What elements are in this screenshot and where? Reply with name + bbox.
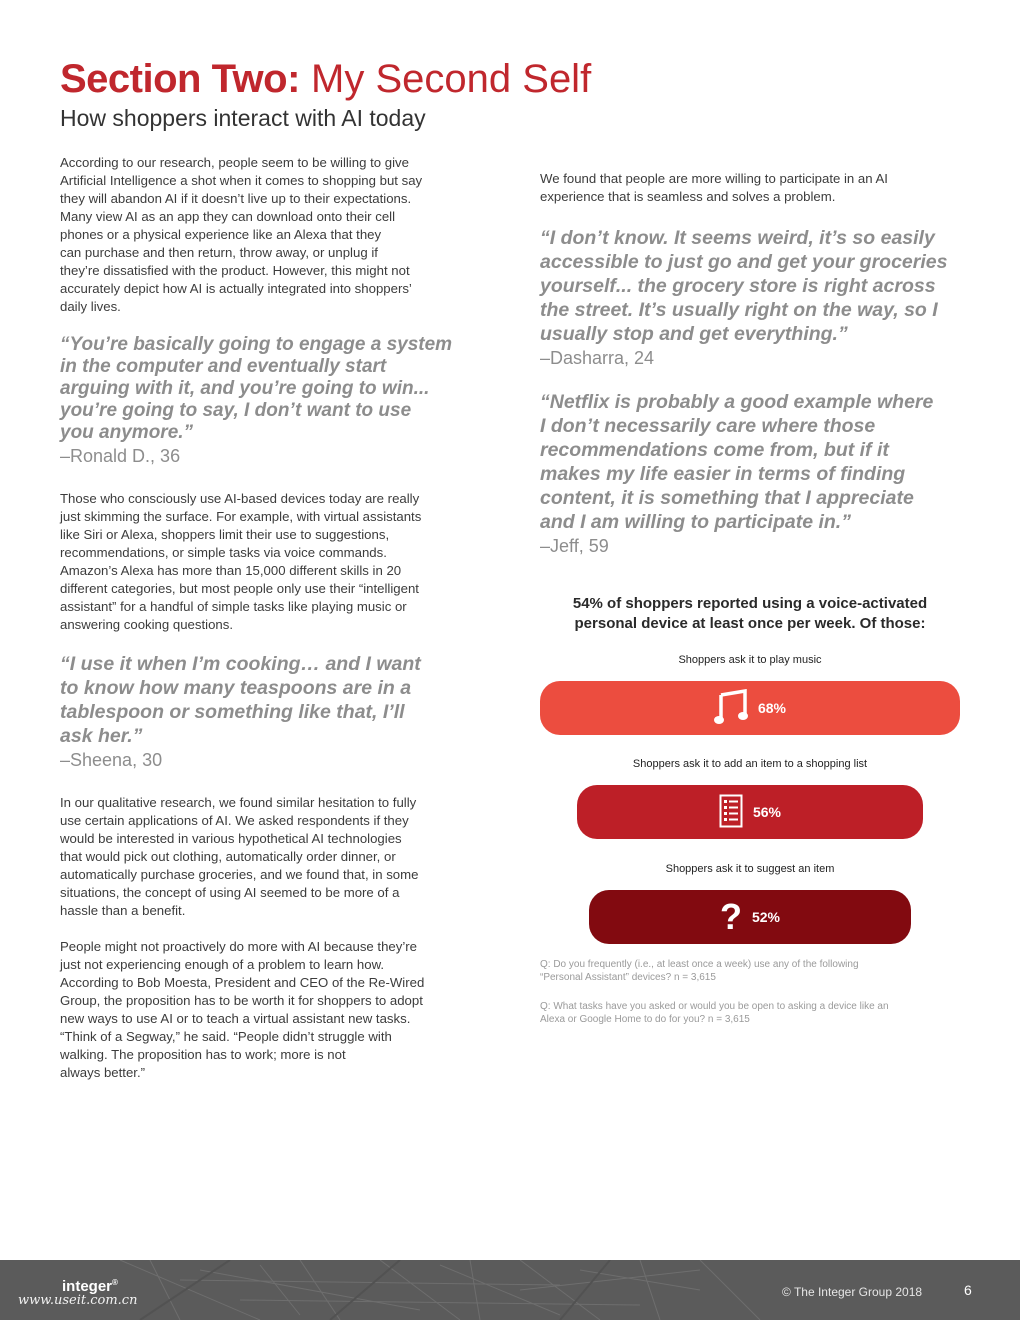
chart-bar [540, 681, 960, 735]
paragraph: According to our research, people seem to be willing to give Artificial Intelligence a shot when it comes to shopping but say they will abandon AI if it doesn’t live up to their expectations. Many view AI as an app they can download onto their cell phones or a physical experience like an Alexa that they can purchase and then return, throw away, or unplug if they’re dissatisfied with the product. However, this might not accurately depict how AI is actually integrated into shoppers’ daily lives. [60, 155, 423, 314]
list-icon [719, 794, 743, 831]
page-footer [0, 1260, 1020, 1320]
page-number: 6 [964, 1282, 972, 1298]
paragraph: Those who consciously use AI-based devices today are really just skimming the surface. For example, with virtual assistants like Siri or Alexa, shoppers limit their use to suggestions, recommendations, or simple tasks via voice commands. Amazon’s Alexa has more than 15,000 different skills in 20 different categories, but most people only use their “intelligent assistant” for a handful of simple tasks like playing music or answering cooking questions. [60, 491, 422, 632]
watermark: www.useit.com.cn [18, 1293, 138, 1308]
question-mark-icon: ? [719, 896, 742, 937]
quote-attribution: –Dasharra, 24 [540, 348, 655, 368]
bar-value-label: 68% [757, 700, 787, 716]
survey-question-note: Q: Do you frequently (i.e., at least once a week) use any of the following “Personal Assistant” devices? n = 3,615 [540, 959, 859, 983]
paragraph: People might not proactively do more with AI because they’re just not experiencing enough of a problem to learn how. According to Bob Moesta, President and CEO of the Re-Wired Group, the proposition has to be worth it for shoppers to adopt new ways to use AI or to teach a virtual assistant new tasks. “Think of a Segway,” he said. “People didn’t struggle with walking. The proposition has to work; more is not always better.” [60, 939, 425, 1080]
copyright: © The Integer Group 2018 [782, 1285, 923, 1299]
survey-question-note: Q: What tasks have you asked or would you be open to asking a device like an Alexa or Google Home to do for you? n = 3,615 [540, 1001, 889, 1025]
pull-quote: “I don’t know. It seems weird, it’s so easily accessible to just go and get your groceries yourself... the grocery store is right across the street. It’s usually right on the way, so I usually stop and get everything.” [540, 227, 948, 345]
paragraph: In our qualitative research, we found similar hesitation to fully use certain applications of AI. We asked respondents if they would be interested in various hypothetical AI technologies that would pick out clothing, automatically order dinner, or automatically purchase groceries, and we found that, in some situations, the concept of using AI seemed to be more of a hassle than a benefit. [60, 795, 419, 918]
quote-attribution: –Ronald D., 36 [60, 446, 181, 466]
bar-category-label: Shoppers ask it to add an item to a shopping list [632, 758, 868, 770]
page-subtitle: How shoppers interact with AI today [60, 105, 426, 131]
bar-category-label: Shoppers ask it to suggest an item [665, 863, 835, 875]
paragraph: We found that people are more willing to participate in an AI experience that is seamless and solves a problem. [540, 171, 888, 204]
quote-attribution: –Sheena, 30 [60, 750, 163, 770]
chart-bar [589, 890, 910, 944]
pull-quote: “I use it when I’m cooking… and I want to know how many teaspoons are in a tablespoon or something like that, I’ll ask her.” [60, 653, 421, 747]
page-title [60, 56, 591, 102]
bar-value-label: 56% [752, 804, 781, 820]
right-column [540, 170, 965, 580]
integer-logo: integer® [62, 1278, 118, 1295]
chart-title: 54% of shoppers reported using a voice-activated personal device at least once per week. Of those: [572, 595, 928, 632]
left-column [60, 154, 485, 1100]
pull-quote: “You’re basically going to engage a system in the computer and eventually start arguing with it, and you’re going to win... you’re going to say, I don’t want to use you anymore.” [60, 334, 453, 443]
title-topic: My Second Self [311, 57, 592, 101]
bar-value-label: 52% [751, 909, 780, 925]
pull-quote: “Netflix is probably a good example where I don’t necessarily care where those recommendations come from, but if it makes my life easier in terms of finding content, it is something that I appreciate and I am willing to participate in.” [540, 391, 934, 533]
title-section: Section Two: [60, 57, 300, 101]
music-note-icon [714, 689, 748, 728]
quote-attribution: –Jeff, 59 [540, 536, 609, 556]
voice-device-chart [540, 594, 960, 937]
chart-bar [577, 785, 923, 839]
bar-category-label: Shoppers ask it to play music [678, 654, 822, 666]
